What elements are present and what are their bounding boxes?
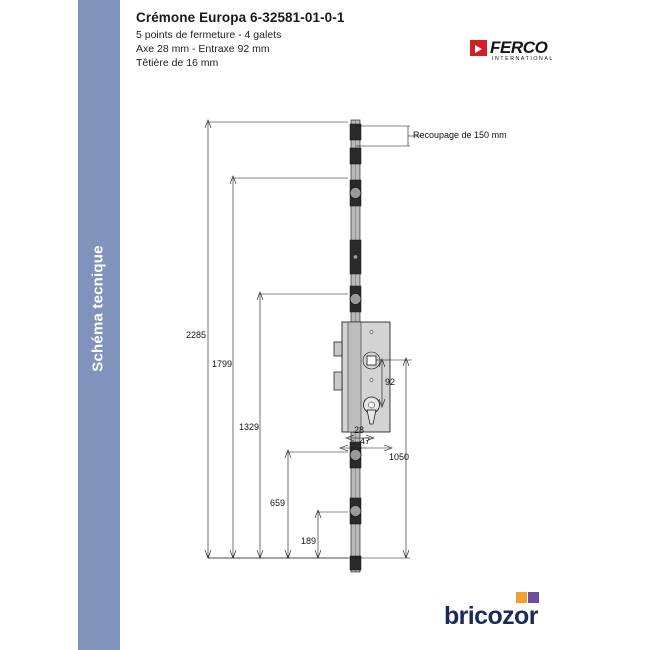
technical-drawing bbox=[120, 80, 650, 580]
pin-mid-upper bbox=[353, 255, 357, 259]
cam-top bbox=[350, 124, 361, 140]
note-recoupage: Recoupage de 150 mm bbox=[413, 130, 507, 140]
screw-hole-top bbox=[370, 330, 373, 333]
lock-case-faceplate bbox=[348, 322, 361, 432]
page-title: Crémone Europa 6-32581-01-0-1 bbox=[136, 10, 345, 25]
ferco-logo-tagline: INTERNATIONAL bbox=[492, 56, 554, 62]
spindle-hole bbox=[367, 356, 376, 365]
bricozor-logo bbox=[444, 592, 554, 632]
dead-bolt bbox=[334, 372, 342, 390]
dim-label-47: 47 bbox=[360, 436, 371, 446]
dim-label-659: 659 bbox=[270, 498, 286, 508]
screw-hole-bottom bbox=[370, 378, 373, 381]
cylinder-core bbox=[369, 402, 375, 408]
latch-bolt bbox=[334, 342, 342, 356]
dim-label-1050: 1050 bbox=[389, 452, 410, 462]
dim-label-1329: 1329 bbox=[239, 422, 260, 432]
roller-cam-3 bbox=[350, 450, 361, 461]
header-line-1: 5 points de fermeture - 4 galets bbox=[136, 29, 282, 41]
dim-label-92: 92 bbox=[385, 377, 396, 387]
header-line-3: Têtière de 16 mm bbox=[136, 57, 219, 69]
dim-label-189: 189 bbox=[301, 536, 317, 546]
dim-label-28: 28 bbox=[354, 425, 365, 435]
dim-label-1799: 1799 bbox=[212, 359, 233, 369]
header-line-2: Axe 28 mm - Entraxe 92 mm bbox=[136, 43, 270, 55]
ferco-mark-icon bbox=[470, 40, 487, 56]
side-band bbox=[78, 0, 120, 650]
roller-cam-4 bbox=[350, 506, 361, 517]
roller-cam-1 bbox=[350, 188, 361, 199]
ferco-logo-text: FERCO bbox=[490, 38, 548, 57]
cam-2 bbox=[350, 148, 361, 164]
roller-cam-2 bbox=[350, 294, 361, 305]
dim-label-2285: 2285 bbox=[186, 330, 207, 340]
ferco-logo bbox=[470, 38, 560, 68]
bricozor-logo-text: bricozor bbox=[444, 602, 538, 630]
side-band-label: Schéma tecnique bbox=[89, 245, 107, 372]
